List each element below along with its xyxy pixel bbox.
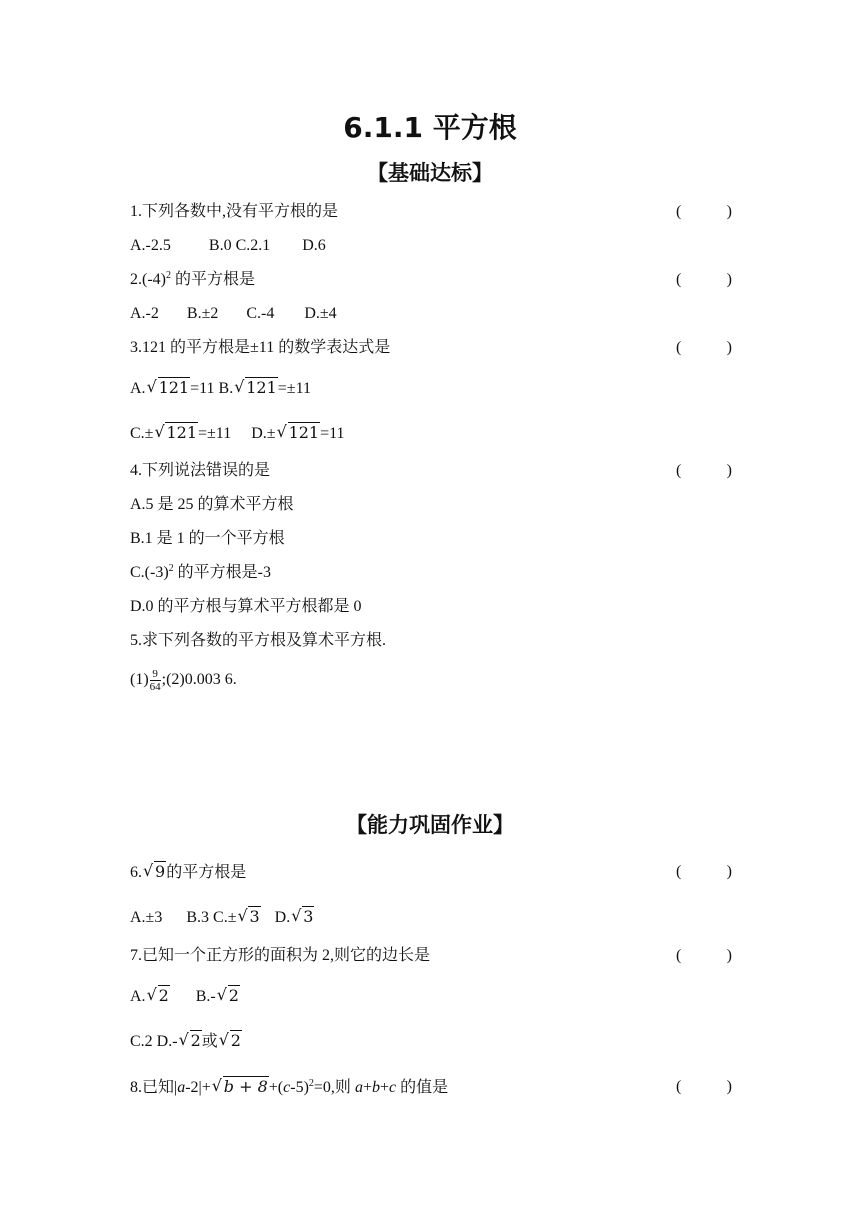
answer-bracket-8: ( ) — [676, 1078, 732, 1095]
option-d: D.√ 3 — [275, 909, 315, 926]
question-1-options — [130, 236, 326, 256]
option-c: C.2.1 — [235, 237, 271, 254]
question-6-stem: 6.√ 9的平方根是 — [130, 862, 246, 883]
option-c: C.±√ 121=±11 — [130, 425, 231, 442]
question-7-options-ab — [130, 986, 240, 1007]
option-b: B.1 是 1 的一个平方根 — [130, 530, 285, 547]
answer-bracket-4: ( ) — [676, 462, 732, 479]
option-c: C.-4 — [246, 305, 275, 322]
question-4-stem: 4.下列说法错误的是 — [130, 462, 271, 479]
question-3-options-cd — [130, 423, 345, 444]
option-d: D.±4 — [304, 305, 337, 322]
question-2-options — [130, 304, 337, 324]
answer-bracket-7: ( ) — [676, 947, 732, 964]
option-c: $C.(-3)^2$ 的平方根是-3 — [130, 563, 271, 581]
option-a: A.±3 — [130, 909, 163, 926]
option-a: A.-2.5 — [130, 237, 171, 254]
option-d: D.0 的平方根与算术平方根都是 0 — [130, 598, 362, 615]
question-2-stem: $2.(-4)^2$ 的平方根是 — [130, 270, 255, 288]
question-3-stem: 3.121 的平方根是±11 的数学表达式是 — [130, 339, 391, 356]
option-b: B.3 — [186, 909, 210, 926]
option-a: A.5 是 25 的算术平方根 — [130, 496, 294, 513]
section-heading-ability: 【能力巩固作业】 — [346, 813, 514, 837]
question-5-items: (1) $\frac{9}{64}$ ;(2)0.003 6. — [130, 668, 237, 693]
question-5-stem: 5.求下列各数的平方根及算术平方根. — [130, 632, 387, 649]
option-d: D.±√ 121=11 — [251, 425, 344, 442]
option-c: C.±√ 3 — [213, 909, 261, 926]
option-d: D.6 — [302, 237, 326, 254]
question-1-stem: 1.下列各数中,没有平方根的是 — [130, 203, 339, 220]
option-a: A.-2 — [130, 305, 159, 322]
page-title: 6.1.1 平方根 — [343, 111, 517, 144]
option-d: D.-√ 2或√ 2 — [157, 1033, 242, 1050]
question-6-options — [130, 907, 314, 928]
answer-bracket-6: ( ) — [676, 863, 732, 880]
option-b: B.-√ 2 — [196, 988, 240, 1005]
question-7-options-cd — [130, 1031, 242, 1052]
option-b: B.±2 — [186, 305, 219, 322]
question-8-stem: 8.已知|a-2|+√ $b + 8+(c-5)^2=0$,则 a+b+c 的值是 — [130, 1077, 448, 1098]
answer-bracket-2: ( ) — [676, 271, 732, 288]
question-7-stem: 7.已知一个正方形的面积为 2,则它的边长是 — [130, 947, 431, 964]
option-b: B.0 — [208, 237, 232, 254]
fraction: $\frac{9}{64}$ — [149, 668, 161, 693]
option-b: B.√ 121=±11 — [219, 380, 311, 397]
section-heading-basic: 【基础达标】 — [367, 161, 493, 185]
option-c: C.2 — [130, 1033, 153, 1050]
answer-bracket-1: ( ) — [676, 203, 732, 220]
option-a: A.√ 2 — [130, 988, 170, 1005]
answer-bracket-3: ( ) — [676, 339, 732, 356]
question-3-options-ab — [130, 378, 311, 399]
option-a: A.√ 121=11 — [130, 380, 215, 397]
